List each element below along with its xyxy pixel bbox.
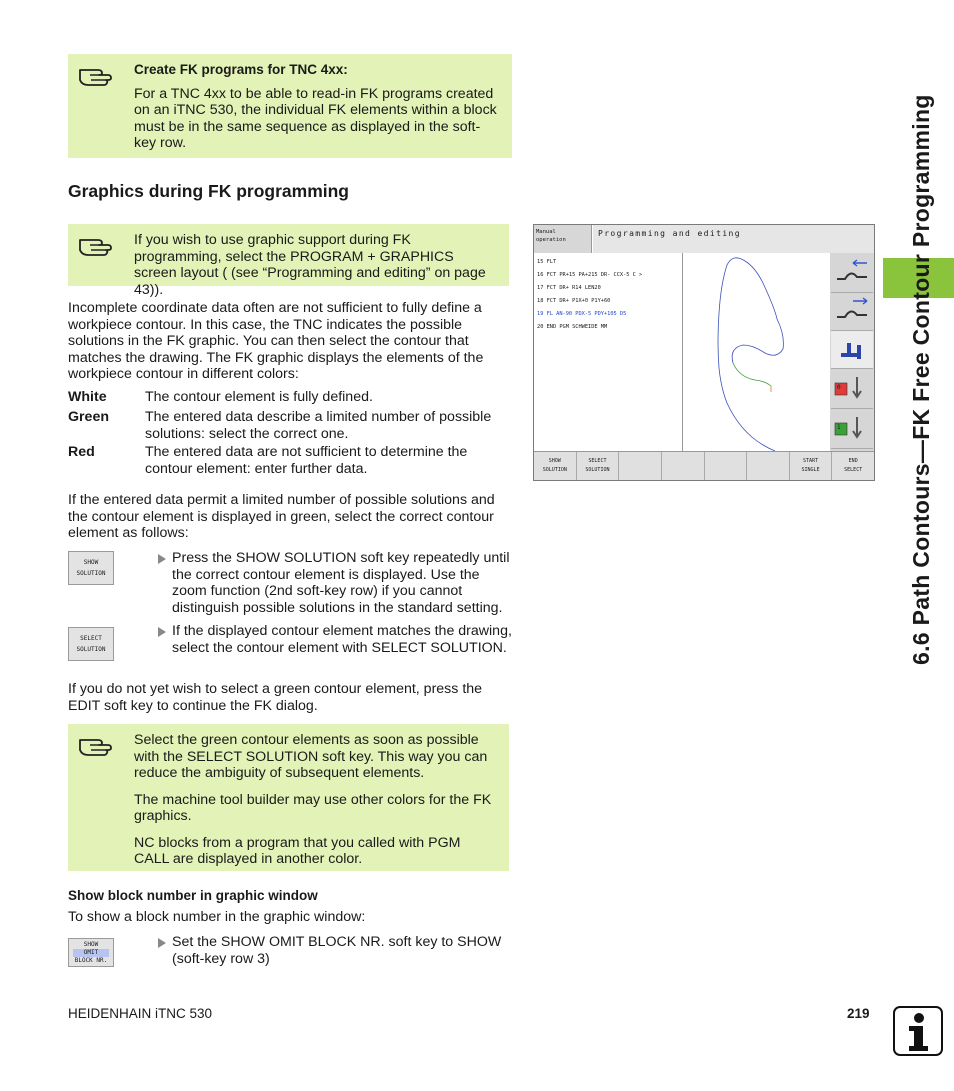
program-line: 18 FCT DR+ P1X+0 P1Y+60 [537, 298, 611, 304]
step-select-solution: If the displayed contour element matches the drawing, select the contour element with SELECT SOLUTION. [158, 623, 514, 656]
select-solution-softkey: SELECT SOLUTION [68, 627, 114, 661]
term-white: White [68, 389, 107, 405]
def-red: The entered data are not sufficient to determine the contour element: enter further data. [145, 444, 468, 477]
contour-arrow-right-softkey [831, 293, 873, 331]
footer-manual-title: HEIDENHAIN iTNC 530 [68, 1006, 213, 1021]
page-number: 219 [847, 1006, 870, 1021]
note-text: For a TNC 4xx to be able to read-in FK programs created on an iTNC 530, the individual FK elements within a block must be in the same sequence as displayed in the soft-key row. [134, 85, 497, 151]
side-key-label: 1 [837, 424, 841, 431]
program-line-active: 19 FL AN-90 PDX-5 PDY+105 D5 [537, 311, 627, 317]
program-line: 20 END PGM SCHWEIDE MM [537, 324, 608, 330]
note-heading: Create FK programs for TNC 4xx: [134, 62, 348, 77]
pointing-hand-icon [78, 62, 112, 88]
fk-graphic-window [683, 253, 830, 453]
info-icon [893, 1006, 943, 1056]
def-green: The entered data describe a limited number of possible solutions: select the correct one. [145, 409, 492, 442]
term-red: Red [68, 444, 95, 460]
operating-mode-label: Manual operation [534, 225, 592, 253]
tnc-screen-figure [533, 224, 875, 481]
show-solution-softkey: SHOW SOLUTION [68, 551, 114, 585]
softkey-empty [662, 452, 705, 480]
softkey-empty [705, 452, 748, 480]
override-softkey-1 [831, 411, 873, 449]
program-line: 16 FCT PR+15 PA+215 DR- CCX-5 C > [537, 272, 643, 278]
section-title: Graphics during FK programming [68, 181, 349, 201]
tool-softkey [831, 331, 873, 369]
step-arrow-icon [158, 627, 166, 637]
green-paragraph: If the entered data permit a limited number of possible solutions and the contour element is displayed in green, select the correct contour element as follows: [68, 492, 495, 541]
term-green: Green [68, 409, 110, 425]
contour-right-icon [831, 293, 873, 330]
note-text: The machine tool builder may use other colors for the FK graphics. [134, 791, 492, 824]
softkey-empty [619, 452, 662, 480]
bottom-softkey-bar [534, 451, 874, 480]
pointing-hand-icon [78, 732, 112, 758]
note-box-tnc4xx [68, 54, 512, 158]
softkey-show-solution: SHOW SOLUTION [534, 452, 577, 480]
step-show-solution: Press the SHOW SOLUTION soft key repeatedly until the correct contour element is displayed. Use the zoom function (2nd soft-key row) if you cannot distinguish possible solutions in the standard setting. [158, 550, 514, 616]
subsection-title: Show block number in graphic window [68, 888, 318, 903]
softkey-end-select: END SELECT [844, 458, 863, 473]
step-show-block-nr: Set the SHOW OMIT BLOCK NR. soft key to SHOW (soft-key row 3) [158, 934, 514, 967]
softkey-select-solution: SELECT SOLUTION [577, 452, 620, 480]
note-box-select-green [68, 724, 509, 871]
screen-header: Programming and editing [593, 225, 874, 253]
show-omit-block-softkey: SHOW OMIT BLOCK NR. [68, 938, 114, 967]
note-text: NC blocks from a program that you called with PGM CALL are displayed in another color. [134, 834, 461, 867]
subsection-intro: To show a block number in the graphic window: [68, 909, 366, 925]
def-white: The contour element is fully defined. [145, 389, 373, 405]
note-text: Select the green contour elements as soon as possible with the SELECT SOLUTION soft key. This way you can reduce the ambiguity of subsequent elements. [134, 732, 488, 781]
faucet-icon [831, 331, 873, 368]
vertical-softkey-bar [830, 253, 874, 453]
override-softkey-0 [831, 371, 873, 409]
program-window [534, 253, 683, 453]
contour-arrow-left-softkey [831, 255, 873, 293]
program-line: 17 FCT DR+ R14 LEN20 [537, 285, 601, 291]
note-box-graphics [68, 224, 509, 298]
note-text: If you wish to use graphic support during FK programming, select the PROGRAM + GRAPHICS screen layout ( (see “Programming and editing” on page 43)). [134, 232, 486, 298]
step-arrow-icon [158, 554, 166, 564]
edit-paragraph: If you do not yet wish to select a green contour element, press the EDIT soft key to continue the FK dialog. [68, 681, 483, 714]
step-arrow-icon [158, 938, 166, 948]
chapter-side-title: 6.6 Path Contours—FK Free Contour Programming [908, 94, 934, 665]
program-line: 15 FLT [537, 259, 557, 265]
softkey-empty [747, 452, 790, 480]
softkey-start-single: START SINGLE [790, 452, 833, 480]
side-key-label: 0 [837, 384, 841, 391]
intro-paragraph: Incomplete coordinate data often are not sufficient to fully define a workpiece contour. In this case, the TNC indicates the possible solutions in the FK graphic. You can then select the contour that matches the drawing. The FK graphic displays the elements of the workpiece contour in different colors: [68, 300, 484, 382]
contour-left-icon [831, 255, 873, 292]
pointing-hand-icon [78, 232, 112, 258]
